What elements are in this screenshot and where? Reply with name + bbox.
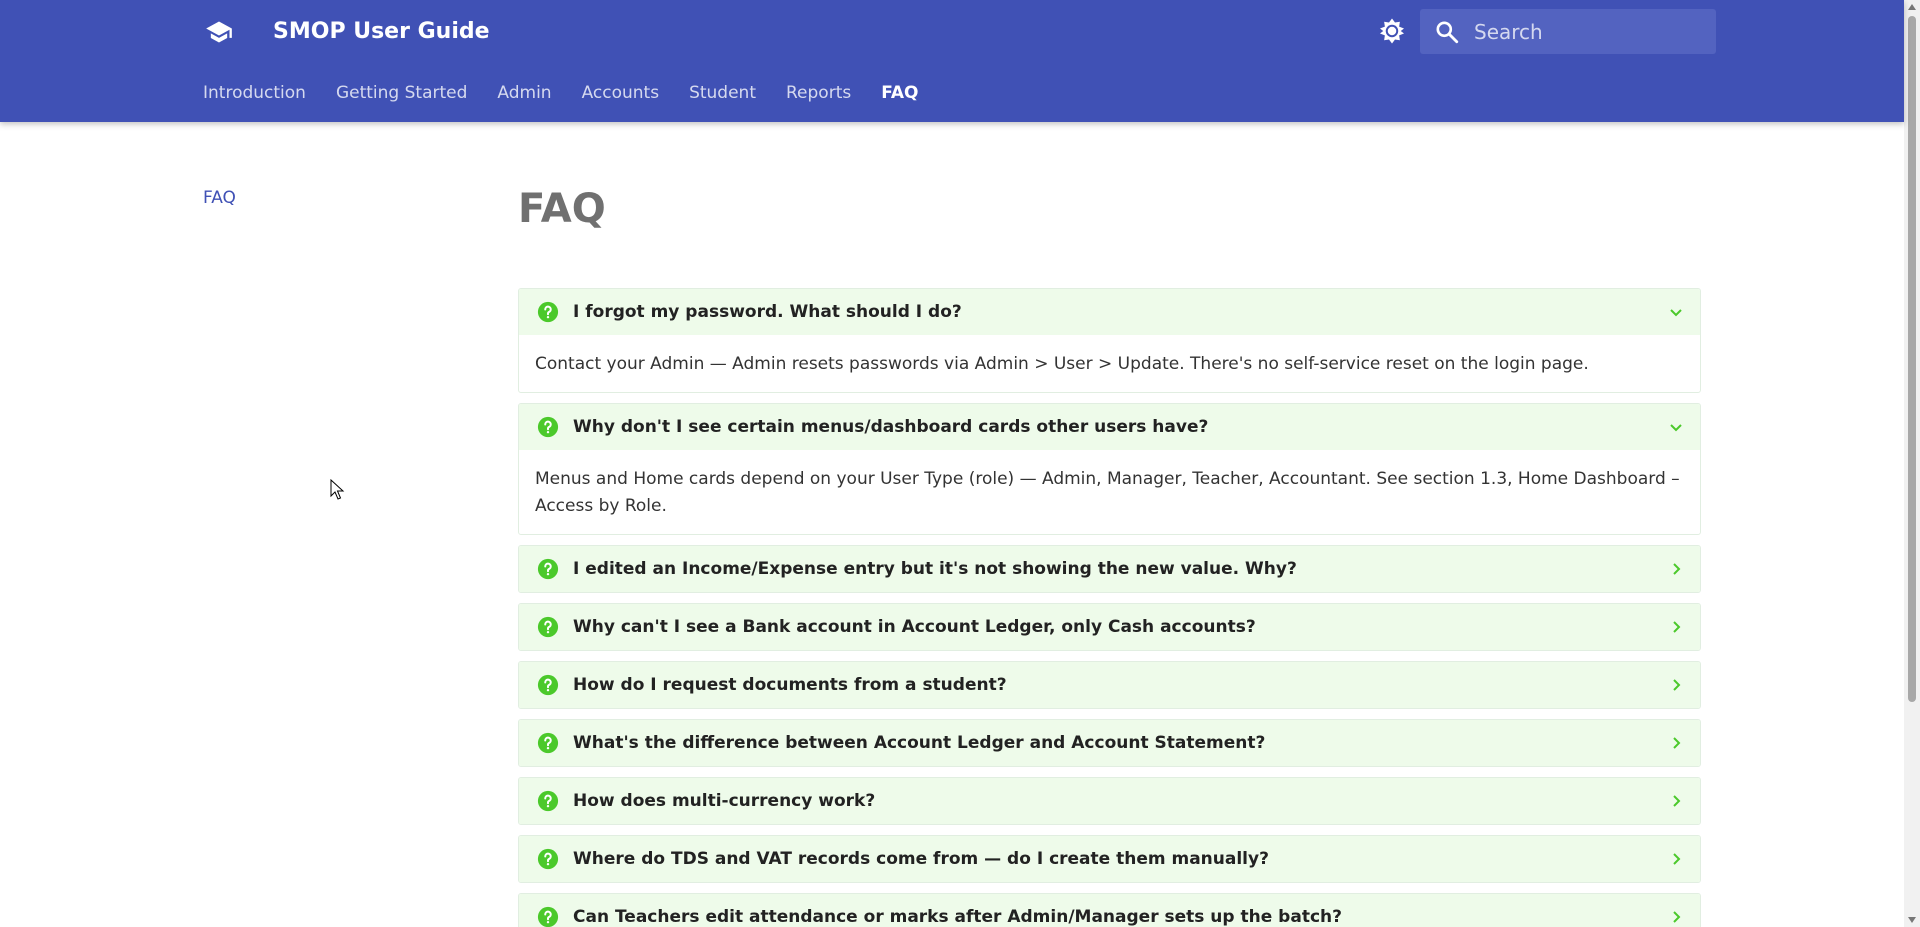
search-icon	[1434, 19, 1460, 45]
faq-question[interactable]	[519, 604, 1700, 650]
faq-question[interactable]	[519, 720, 1700, 766]
faq-question-text: Why don't I see certain menus/dashboard cards other users have?	[573, 417, 1209, 437]
faq-question[interactable]	[519, 894, 1700, 927]
nav-item-student[interactable]: Student	[689, 83, 756, 103]
search-input[interactable]	[1472, 15, 1708, 48]
faq-item	[518, 661, 1701, 709]
question-circle-icon	[537, 848, 559, 870]
site-header	[0, 0, 1904, 122]
chevron-right-icon	[1668, 561, 1684, 577]
nav-item-reports[interactable]: Reports	[786, 83, 852, 103]
faq-question-text: Can Teachers edit attendance or marks after Admin/Manager sets up the batch?	[573, 907, 1342, 927]
faq-item	[518, 777, 1701, 825]
chevron-down-icon	[1668, 304, 1684, 320]
faq-question-text: I edited an Income/Expense entry but it's not showing the new value. Why?	[573, 559, 1297, 579]
scroll-up-arrow-icon[interactable]	[1908, 4, 1916, 10]
nav-item-getting-started[interactable]: Getting Started	[335, 83, 468, 103]
faq-question-text: How does multi-currency work?	[573, 791, 876, 811]
chevron-down-icon	[1668, 419, 1684, 435]
question-circle-icon	[537, 616, 559, 638]
mouse-cursor-icon	[330, 479, 346, 501]
faq-list	[518, 288, 1701, 927]
faq-item	[518, 545, 1701, 593]
vertical-scrollbar[interactable]	[1904, 0, 1920, 927]
question-circle-icon	[537, 558, 559, 580]
chevron-right-icon	[1668, 851, 1684, 867]
faq-question-text: What's the difference between Account Ledger and Account Statement?	[573, 733, 1266, 753]
question-circle-icon	[537, 790, 559, 812]
scroll-down-arrow-icon[interactable]	[1908, 917, 1916, 923]
nav-item-admin[interactable]: Admin	[497, 83, 552, 103]
faq-item	[518, 835, 1701, 883]
question-circle-icon	[537, 674, 559, 696]
faq-question-text: How do I request documents from a student?	[573, 675, 1007, 695]
faq-item	[518, 719, 1701, 767]
faq-item	[518, 288, 1701, 393]
faq-question[interactable]	[519, 662, 1700, 708]
chevron-right-icon	[1668, 735, 1684, 751]
graduation-cap-icon[interactable]	[203, 18, 235, 46]
faq-question[interactable]	[519, 836, 1700, 882]
faq-question[interactable]	[519, 778, 1700, 824]
page-title: FAQ	[518, 186, 606, 232]
sidebar-link-faq[interactable]: FAQ	[203, 188, 236, 208]
faq-question-text: I forgot my password. What should I do?	[573, 302, 962, 322]
brightness-icon[interactable]	[1377, 16, 1407, 46]
faq-answer: Contact your Admin — Admin resets passwords via Admin > User > Update. There's no self-service reset on the login page.	[535, 354, 1589, 374]
question-circle-icon	[537, 906, 559, 927]
nav-item-accounts[interactable]: Accounts	[581, 83, 660, 103]
chevron-right-icon	[1668, 909, 1684, 925]
question-circle-icon	[537, 732, 559, 754]
faq-question-text: Where do TDS and VAT records come from — do I create them manually?	[573, 849, 1269, 869]
chevron-right-icon	[1668, 619, 1684, 635]
faq-question[interactable]	[519, 404, 1700, 450]
site-title[interactable]: SMOP User Guide	[273, 19, 490, 44]
faq-item	[518, 893, 1701, 927]
scrollbar-thumb[interactable]	[1908, 16, 1916, 702]
top-nav	[203, 80, 949, 106]
faq-item	[518, 603, 1701, 651]
question-circle-icon	[537, 301, 559, 323]
nav-item-introduction[interactable]: Introduction	[203, 83, 306, 103]
faq-question-text: Why can't I see a Bank account in Account Ledger, only Cash accounts?	[573, 617, 1256, 637]
search-box[interactable]	[1420, 9, 1716, 54]
faq-item	[518, 403, 1701, 535]
nav-item-faq[interactable]: FAQ	[881, 83, 919, 103]
faq-question[interactable]	[519, 289, 1700, 335]
faq-question[interactable]	[519, 546, 1700, 592]
question-circle-icon	[537, 416, 559, 438]
chevron-right-icon	[1668, 793, 1684, 809]
chevron-right-icon	[1668, 677, 1684, 693]
faq-answer: Menus and Home cards depend on your User Type (role) — Admin, Manager, Teacher, Accountant. See section 1.3, Home Dashboard – Access by Role.	[535, 469, 1680, 516]
